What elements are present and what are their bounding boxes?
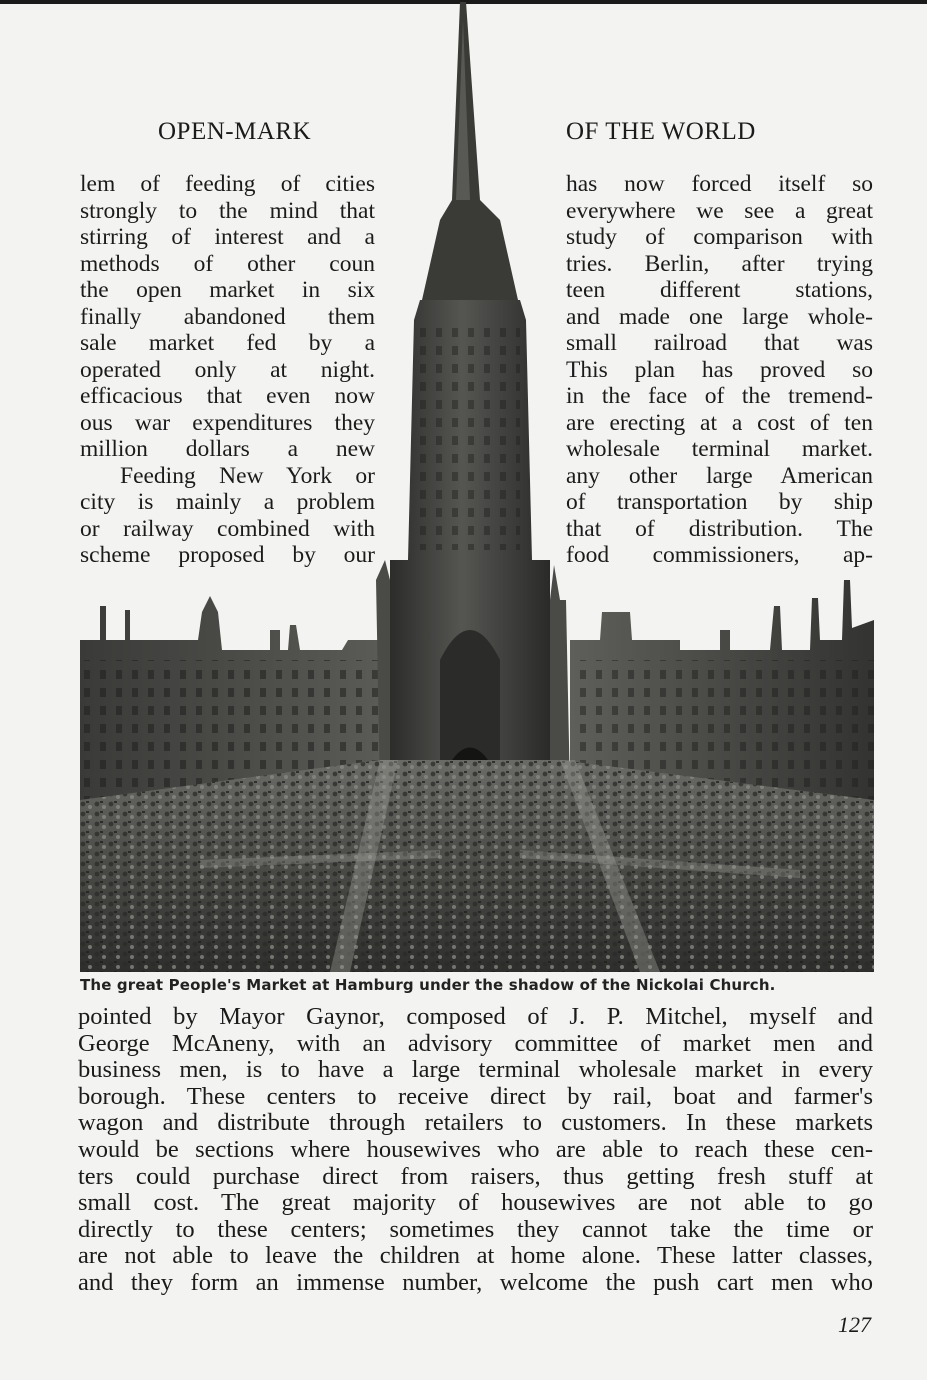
photo-caption: The great People's Market at Hamburg under the shadow of the Nickolai Church.	[80, 976, 776, 994]
text-line: methods of other coun	[80, 250, 375, 277]
running-header-left: OPEN-MARK	[158, 118, 312, 145]
text-line: and they form an immense number, welcome the push cart men who	[78, 1268, 873, 1296]
body-text	[78, 1004, 873, 1297]
text-line: food commissioners, ap-	[566, 542, 873, 568]
text-line: scheme proposed by our	[80, 542, 375, 568]
text-line: George McAneny, with an advisory committee of market men and	[78, 1029, 873, 1057]
text-line: million dollars a new	[80, 436, 375, 462]
text-line: wholesale terminal market.	[566, 436, 873, 462]
text-line: tries. Berlin, after trying	[566, 250, 873, 277]
text-line: This plan has proved so	[566, 356, 873, 383]
text-line: borough. These centers to receive direct by rail, boat and farmer's	[78, 1082, 873, 1110]
text-line: strongly to the mind that	[80, 197, 375, 224]
text-line: that of distribution. The	[566, 515, 873, 542]
text-line: sale market fed by a	[80, 330, 375, 356]
text-line: directly to these centers; sometimes they cannot take the time or	[78, 1215, 873, 1243]
text-line: study of comparison with	[566, 224, 873, 250]
text-line: would be sections where housewives who are able to reach these cen-	[78, 1135, 873, 1163]
text-line: everywhere we see a great	[566, 197, 873, 224]
text-line: and made one large whole-	[566, 303, 873, 330]
text-line: ters could purchase direct from raisers, thus getting fresh stuff at	[78, 1162, 873, 1190]
text-line: the open market in six	[80, 277, 375, 303]
text-line: small railroad that was	[566, 330, 873, 356]
right-text-column	[566, 171, 873, 569]
text-line: stirring of interest and a	[80, 224, 375, 250]
text-line: business men, is to have a large terminal wholesale market in every	[78, 1056, 873, 1084]
text-line: are erecting at a cost of ten	[566, 409, 873, 436]
text-line: small cost. The great majority of housewives are not able to go	[78, 1189, 873, 1217]
text-line: or railway combined with	[80, 515, 375, 542]
text-line: finally abandoned them	[80, 303, 375, 330]
text-line: has now forced itself so	[566, 171, 873, 197]
text-line: pointed by Mayor Gaynor, composed of J. P. Mitchel, myself and	[78, 1003, 873, 1030]
text-line: wagon and distribute through retailers to customers. In these markets	[78, 1109, 873, 1137]
text-line: operated only at night.	[80, 356, 375, 383]
page-number: 127	[838, 1312, 871, 1337]
text-line: any other large American	[566, 462, 873, 489]
running-header-right: OF THE WORLD	[566, 118, 756, 145]
church-spire	[422, 2, 518, 300]
text-line: ous war expenditures they	[80, 409, 375, 436]
text-line: teen different stations,	[566, 277, 873, 303]
text-line: are not able to leave the children at home alone. These latter classes,	[78, 1242, 873, 1270]
left-text-column	[80, 171, 375, 569]
text-line: efficacious that even now	[80, 383, 375, 409]
text-line: lem of feeding of cities	[80, 171, 375, 197]
text-line: Feeding New York or	[120, 462, 375, 489]
text-line: of transportation by ship	[566, 489, 873, 515]
text-line: city is mainly a problem	[80, 489, 375, 515]
text-line: in the face of the tremend-	[566, 383, 873, 409]
